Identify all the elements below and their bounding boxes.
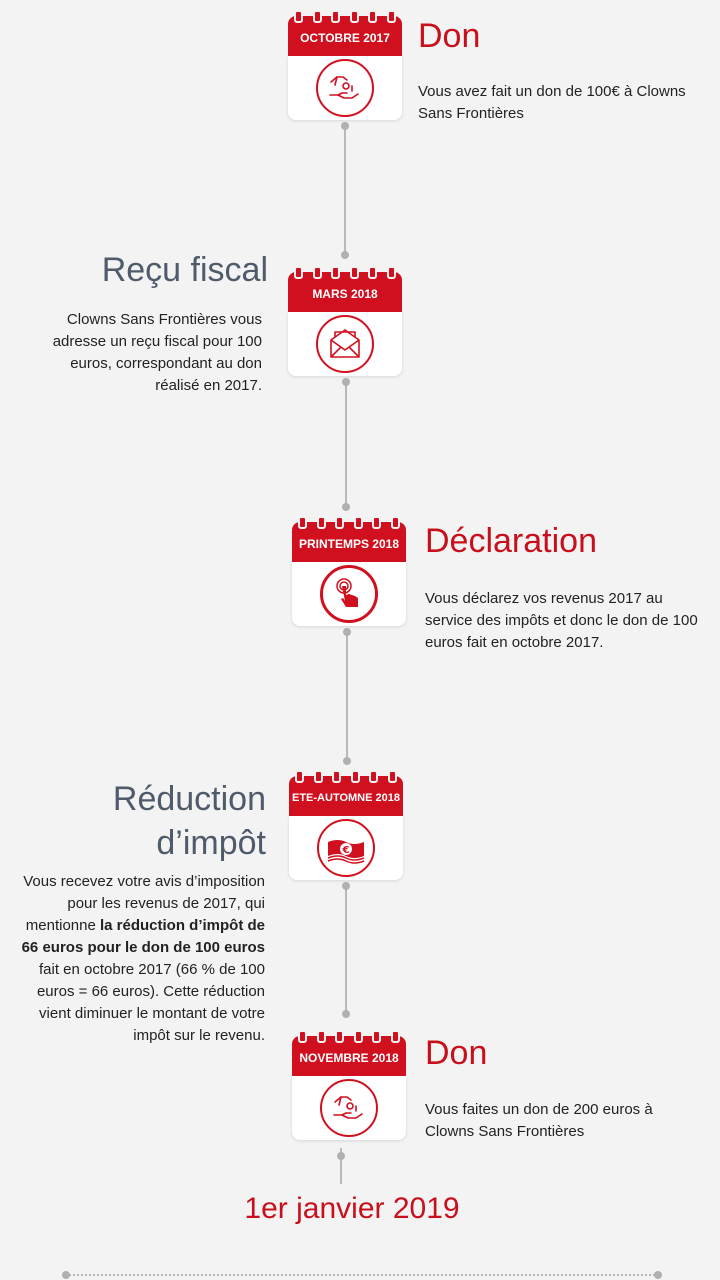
timeline-dot xyxy=(342,882,350,890)
event-description xyxy=(7,871,265,1047)
timeline-line xyxy=(345,382,347,508)
calendar-rings xyxy=(298,516,400,529)
calendar-header xyxy=(288,16,402,56)
timeline-dot xyxy=(342,1010,350,1018)
donation-hand-icon xyxy=(316,59,374,117)
calendar-date: PRINTEMPS 2018 xyxy=(298,537,400,551)
calendar-date: MARS 2018 xyxy=(312,287,378,301)
timeline-dot xyxy=(341,122,349,130)
calendar-card xyxy=(292,1036,406,1140)
envelope-icon xyxy=(316,315,374,373)
calendar-rings xyxy=(298,1030,400,1043)
timeline-dot xyxy=(342,378,350,386)
event-title: Reçu fiscal xyxy=(101,251,268,289)
timeline-line xyxy=(344,126,346,254)
description-text: Vous recevez votre avis d’imposition pour les revenus de 2017, qui mentionne xyxy=(23,873,265,934)
calendar-header xyxy=(289,776,403,816)
euro-banknote-icon xyxy=(317,819,375,877)
description-text: fait en octobre 2017 (66 % de 100 euros = 66 euros). Cette réduction vient diminuer le montant de votre impôt sur le revenu. xyxy=(36,961,265,1044)
timeline-dot xyxy=(62,1271,70,1279)
timeline-dot xyxy=(343,628,351,636)
calendar-date: ETE-AUTOMNE 2018 xyxy=(292,792,400,804)
pointer-click-icon xyxy=(320,565,378,623)
svg-text:€: € xyxy=(342,845,350,856)
donation-hand-icon xyxy=(320,1079,378,1137)
timeline-line xyxy=(346,632,348,762)
calendar-rings xyxy=(294,266,396,279)
calendar-header xyxy=(292,1036,406,1076)
event-description: Vous déclarez vos revenus 2017 au service des impôts et donc le don de 100 euros fait en octobre 2017. xyxy=(425,590,698,651)
calendar-card xyxy=(288,16,402,120)
calendar-card xyxy=(289,776,403,880)
calendar-card xyxy=(288,272,402,376)
timeline-dot xyxy=(654,1271,662,1279)
event-description: Clowns Sans Frontières vous adresse un reçu fiscal pour 100 euros, correspondant au don réalisé en 2017. xyxy=(52,311,262,394)
bottom-dotted-line xyxy=(66,1274,658,1276)
calendar-date: NOVEMBRE 2018 xyxy=(299,1051,399,1065)
timeline-dot xyxy=(341,251,349,259)
timeline-dot xyxy=(342,503,350,511)
description-highlight: la réduction d’impôt de 66 euros pour le don de 100 euros xyxy=(21,917,265,956)
event-title: Don xyxy=(425,1034,488,1072)
timeline-dot xyxy=(343,757,351,765)
final-date-label: 1er janvier 2019 xyxy=(244,1192,460,1225)
timeline-dot xyxy=(337,1152,345,1160)
calendar-header xyxy=(288,272,402,312)
calendar-rings xyxy=(295,770,397,783)
event-description: Vous avez fait un don de 100€ à Clowns Sans Frontières xyxy=(418,83,686,122)
calendar-header xyxy=(292,522,406,562)
timeline-line xyxy=(345,886,347,1014)
calendar-date: OCTOBRE 2017 xyxy=(300,31,390,45)
calendar-card xyxy=(292,522,406,626)
event-title: Don xyxy=(418,17,481,55)
event-title: Réduction d’impôt xyxy=(112,780,266,862)
event-description: Vous faites un don de 200 euros à Clowns Sans Frontières xyxy=(425,1101,653,1140)
calendar-rings xyxy=(294,10,396,23)
event-title: Déclaration xyxy=(425,522,597,560)
